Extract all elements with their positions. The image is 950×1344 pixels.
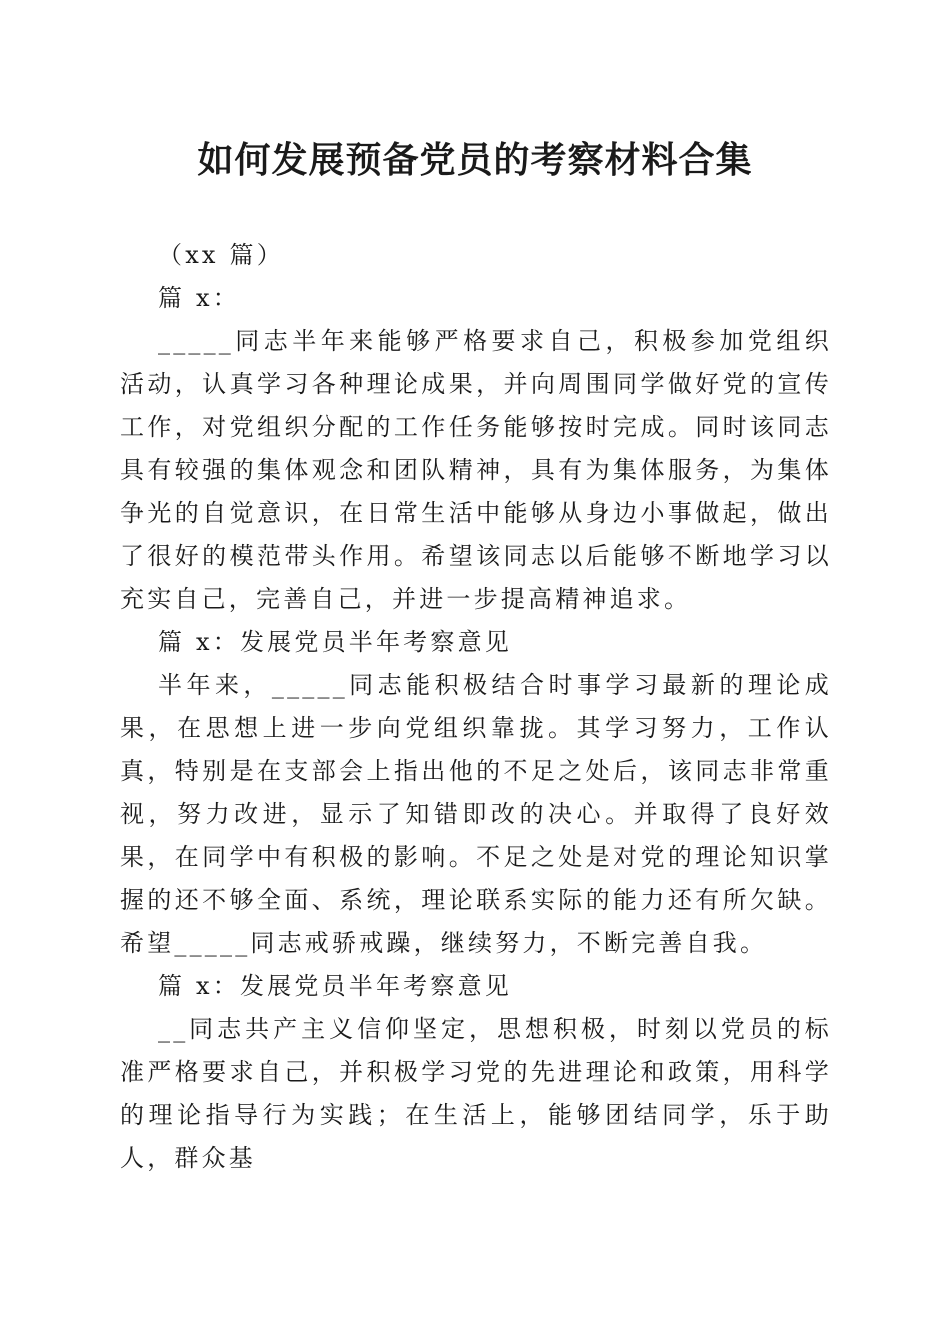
paragraph-count-note: （xx 篇） (158, 241, 284, 269)
section-heading-3: 篇 x：发展党员半年考察意见 (158, 972, 512, 1000)
paragraph-2: 半年来，_____同志能积极结合时事学习最新的理论成果，在思想上进一步向党组织靠拢。其学习努力，工作认真，特别是在支部会上指出他的不足之处后，该同志非常重视，努力改进，显示了知错即改的决心。并取得了良好效果，在同学中有积极的影响。不足之处是对党的理论知识掌握的还不够全面、系统，理论联系实际的能力还有所欠缺。希望_____同志戒骄戒躁，继续努力，不断完善自我。 (120, 671, 832, 957)
paragraph-3: __同志共产主义信仰坚定，思想积极，时刻以党员的标准严格要求自己，并积极学习党的先进理论和政策，用科学的理论指导行为实践；在生活上，能够团结同学，乐于助人，群众基 (120, 1015, 832, 1172)
document-title: 如何发展预备党员的考察材料合集 (197, 139, 753, 181)
document-body (120, 234, 832, 1180)
section-heading-2: 篇 x：发展党员半年考察意见 (158, 628, 512, 656)
paragraph-1: _____同志半年来能够严格要求自己，积极参加党组织活动，认真学习各种理论成果，并向周围同学做好党的宣传工作，对党组织分配的工作任务能够按时完成。同时该同志具有较强的集体观念和团队精神，具有为集体服务，为集体争光的自觉意识，在日常生活中能够从身边小事做起，做出了很好的模范带头作用。希望该同志以后能够不断地学习以充实自己，完善自己，并进一步提高精神追求。 (120, 327, 832, 613)
section-heading-1: 篇 x： (158, 284, 240, 312)
